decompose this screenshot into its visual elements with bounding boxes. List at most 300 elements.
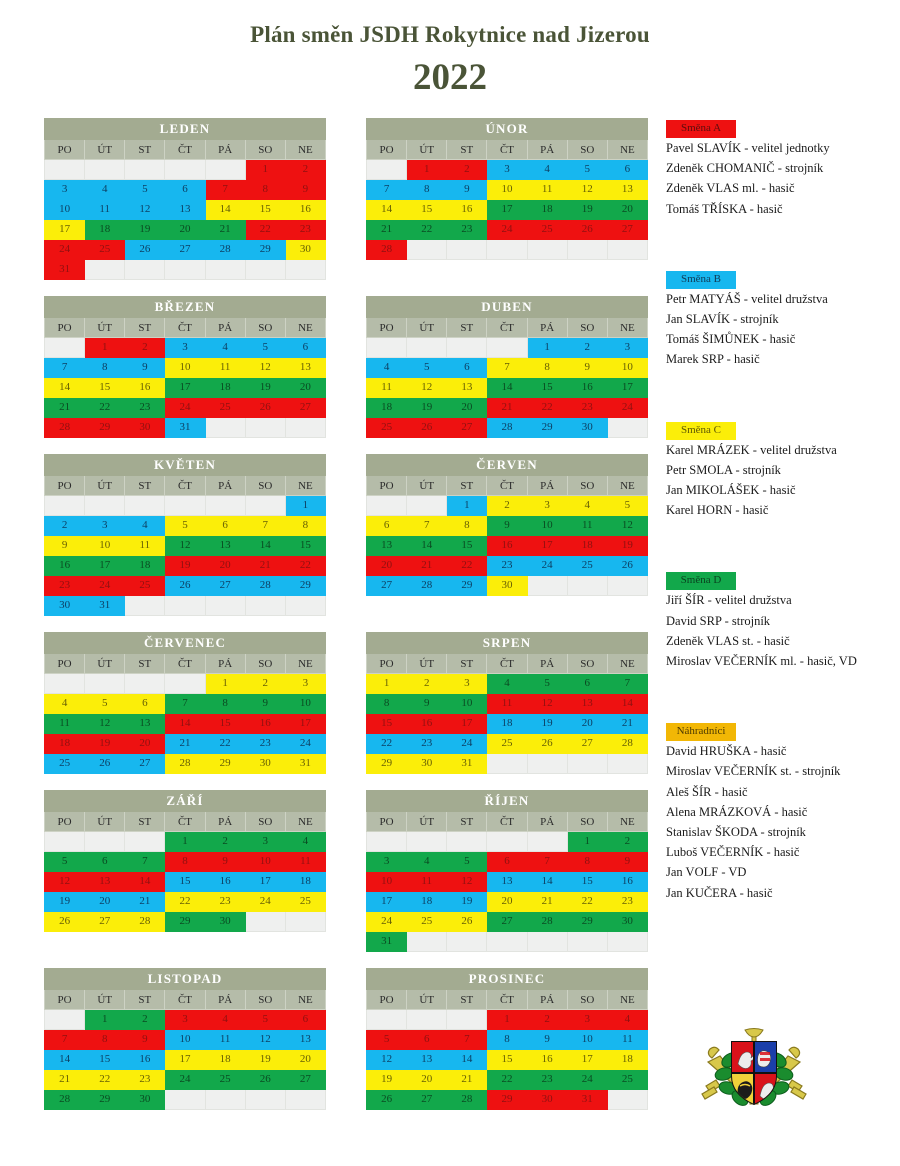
day-cell[interactable]: 31: [85, 596, 125, 616]
day-cell[interactable]: 20: [285, 1050, 325, 1070]
day-cell[interactable]: 24: [527, 556, 567, 576]
day-cell[interactable]: 12: [527, 694, 567, 714]
day-cell[interactable]: 2: [407, 674, 447, 694]
day-cell[interactable]: 26: [85, 754, 125, 774]
day-cell[interactable]: 19: [367, 1070, 407, 1090]
day-cell[interactable]: 9: [205, 852, 245, 872]
day-cell[interactable]: 25: [45, 754, 85, 774]
day-cell[interactable]: 17: [45, 220, 85, 240]
day-cell[interactable]: 12: [85, 714, 125, 734]
day-cell[interactable]: 23: [205, 892, 245, 912]
day-cell[interactable]: 16: [245, 714, 285, 734]
day-cell[interactable]: 21: [487, 398, 527, 418]
day-cell[interactable]: 20: [125, 734, 165, 754]
day-cell[interactable]: 14: [367, 200, 407, 220]
day-cell[interactable]: 15: [447, 536, 487, 556]
day-cell[interactable]: 21: [125, 892, 165, 912]
day-cell[interactable]: 9: [567, 358, 607, 378]
day-cell[interactable]: 7: [527, 852, 567, 872]
day-cell[interactable]: 11: [487, 694, 527, 714]
day-cell[interactable]: 4: [205, 1010, 245, 1030]
day-cell[interactable]: 24: [285, 734, 325, 754]
day-cell[interactable]: 26: [125, 240, 165, 260]
day-cell[interactable]: 28: [245, 576, 285, 596]
day-cell[interactable]: 3: [245, 832, 285, 852]
day-cell[interactable]: 2: [567, 338, 607, 358]
day-cell[interactable]: 14: [407, 536, 447, 556]
day-cell[interactable]: 11: [607, 1030, 647, 1050]
day-cell[interactable]: 29: [487, 1090, 527, 1110]
day-cell[interactable]: 29: [447, 576, 487, 596]
day-cell[interactable]: 20: [567, 714, 607, 734]
day-cell[interactable]: 17: [607, 378, 647, 398]
day-cell[interactable]: 3: [45, 180, 85, 200]
day-cell[interactable]: 26: [245, 1070, 285, 1090]
day-cell[interactable]: 25: [567, 556, 607, 576]
day-cell[interactable]: 1: [285, 496, 325, 516]
day-cell[interactable]: 17: [285, 714, 325, 734]
day-cell[interactable]: 25: [205, 1070, 245, 1090]
day-cell[interactable]: 24: [367, 912, 407, 932]
day-cell[interactable]: 3: [165, 338, 205, 358]
day-cell[interactable]: 2: [245, 674, 285, 694]
day-cell[interactable]: 25: [367, 418, 407, 438]
day-cell[interactable]: 24: [165, 1070, 205, 1090]
day-cell[interactable]: 1: [487, 1010, 527, 1030]
day-cell[interactable]: 12: [45, 872, 85, 892]
day-cell[interactable]: 7: [607, 674, 647, 694]
day-cell[interactable]: 3: [367, 852, 407, 872]
day-cell[interactable]: 31: [567, 1090, 607, 1110]
day-cell[interactable]: 10: [45, 200, 85, 220]
day-cell[interactable]: 31: [165, 418, 205, 438]
day-cell[interactable]: 10: [245, 852, 285, 872]
day-cell[interactable]: 1: [567, 832, 607, 852]
day-cell[interactable]: 19: [125, 220, 165, 240]
day-cell[interactable]: 19: [527, 714, 567, 734]
day-cell[interactable]: 21: [447, 1070, 487, 1090]
day-cell[interactable]: 29: [245, 240, 285, 260]
day-cell[interactable]: 7: [407, 516, 447, 536]
day-cell[interactable]: 23: [45, 576, 85, 596]
day-cell[interactable]: 9: [245, 694, 285, 714]
day-cell[interactable]: 12: [245, 358, 285, 378]
day-cell[interactable]: 28: [607, 734, 647, 754]
day-cell[interactable]: 4: [45, 694, 85, 714]
day-cell[interactable]: 5: [447, 852, 487, 872]
day-cell[interactable]: 15: [85, 1050, 125, 1070]
day-cell[interactable]: 30: [567, 418, 607, 438]
day-cell[interactable]: 11: [407, 872, 447, 892]
day-cell[interactable]: 10: [447, 694, 487, 714]
day-cell[interactable]: 3: [285, 674, 325, 694]
day-cell[interactable]: 8: [527, 358, 567, 378]
day-cell[interactable]: 11: [205, 1030, 245, 1050]
day-cell[interactable]: 5: [407, 358, 447, 378]
day-cell[interactable]: 7: [245, 516, 285, 536]
day-cell[interactable]: 1: [407, 160, 447, 180]
day-cell[interactable]: 3: [85, 516, 125, 536]
day-cell[interactable]: 15: [285, 536, 325, 556]
day-cell[interactable]: 30: [205, 912, 245, 932]
day-cell[interactable]: 17: [165, 1050, 205, 1070]
day-cell[interactable]: 13: [487, 872, 527, 892]
day-cell[interactable]: 12: [367, 1050, 407, 1070]
day-cell[interactable]: 4: [367, 358, 407, 378]
day-cell[interactable]: 9: [45, 536, 85, 556]
day-cell[interactable]: 4: [487, 674, 527, 694]
day-cell[interactable]: 18: [607, 1050, 647, 1070]
day-cell[interactable]: 4: [607, 1010, 647, 1030]
day-cell[interactable]: 10: [567, 1030, 607, 1050]
day-cell[interactable]: 24: [447, 734, 487, 754]
day-cell[interactable]: 5: [165, 516, 205, 536]
day-cell[interactable]: 19: [85, 734, 125, 754]
day-cell[interactable]: 22: [567, 892, 607, 912]
day-cell[interactable]: 31: [447, 754, 487, 774]
day-cell[interactable]: 14: [205, 200, 245, 220]
day-cell[interactable]: 31: [285, 754, 325, 774]
day-cell[interactable]: 28: [447, 1090, 487, 1110]
day-cell[interactable]: 10: [487, 180, 527, 200]
day-cell[interactable]: 15: [367, 714, 407, 734]
day-cell[interactable]: 26: [367, 1090, 407, 1110]
day-cell[interactable]: 12: [607, 516, 647, 536]
day-cell[interactable]: 6: [125, 694, 165, 714]
day-cell[interactable]: 4: [85, 180, 125, 200]
day-cell[interactable]: 5: [85, 694, 125, 714]
day-cell[interactable]: 17: [527, 536, 567, 556]
day-cell[interactable]: 26: [245, 398, 285, 418]
day-cell[interactable]: 9: [487, 516, 527, 536]
day-cell[interactable]: 27: [607, 220, 647, 240]
day-cell[interactable]: 31: [367, 932, 407, 952]
day-cell[interactable]: 3: [487, 160, 527, 180]
day-cell[interactable]: 26: [447, 912, 487, 932]
day-cell[interactable]: 13: [407, 1050, 447, 1070]
day-cell[interactable]: 10: [85, 536, 125, 556]
day-cell[interactable]: 7: [367, 180, 407, 200]
day-cell[interactable]: 12: [447, 872, 487, 892]
day-cell[interactable]: 2: [125, 338, 165, 358]
day-cell[interactable]: 22: [245, 220, 285, 240]
day-cell[interactable]: 28: [487, 418, 527, 438]
day-cell[interactable]: 14: [45, 1050, 85, 1070]
day-cell[interactable]: 28: [165, 754, 205, 774]
day-cell[interactable]: 11: [85, 200, 125, 220]
day-cell[interactable]: 19: [567, 200, 607, 220]
day-cell[interactable]: 28: [205, 240, 245, 260]
day-cell[interactable]: 29: [285, 576, 325, 596]
day-cell[interactable]: 11: [205, 358, 245, 378]
day-cell[interactable]: 7: [205, 180, 245, 200]
day-cell[interactable]: 7: [487, 358, 527, 378]
day-cell[interactable]: 20: [205, 556, 245, 576]
day-cell[interactable]: 3: [607, 338, 647, 358]
day-cell[interactable]: 18: [527, 200, 567, 220]
day-cell[interactable]: 23: [527, 1070, 567, 1090]
day-cell[interactable]: 29: [85, 418, 125, 438]
day-cell[interactable]: 7: [165, 694, 205, 714]
day-cell[interactable]: 21: [527, 892, 567, 912]
day-cell[interactable]: 8: [165, 852, 205, 872]
day-cell[interactable]: 5: [567, 160, 607, 180]
day-cell[interactable]: 8: [567, 852, 607, 872]
day-cell[interactable]: 14: [527, 872, 567, 892]
day-cell[interactable]: 6: [367, 516, 407, 536]
day-cell[interactable]: 18: [45, 734, 85, 754]
day-cell[interactable]: 24: [245, 892, 285, 912]
day-cell[interactable]: 25: [607, 1070, 647, 1090]
day-cell[interactable]: 13: [567, 694, 607, 714]
day-cell[interactable]: 27: [567, 734, 607, 754]
day-cell[interactable]: 23: [487, 556, 527, 576]
day-cell[interactable]: 15: [407, 200, 447, 220]
day-cell[interactable]: 3: [447, 674, 487, 694]
day-cell[interactable]: 5: [245, 1010, 285, 1030]
day-cell[interactable]: 8: [367, 694, 407, 714]
day-cell[interactable]: 27: [407, 1090, 447, 1110]
day-cell[interactable]: 25: [205, 398, 245, 418]
day-cell[interactable]: 6: [487, 852, 527, 872]
day-cell[interactable]: 22: [205, 734, 245, 754]
day-cell[interactable]: 24: [607, 398, 647, 418]
day-cell[interactable]: 22: [165, 892, 205, 912]
day-cell[interactable]: 25: [487, 734, 527, 754]
day-cell[interactable]: 28: [125, 912, 165, 932]
day-cell[interactable]: 26: [527, 734, 567, 754]
day-cell[interactable]: 16: [607, 872, 647, 892]
day-cell[interactable]: 30: [125, 418, 165, 438]
day-cell[interactable]: 6: [607, 160, 647, 180]
day-cell[interactable]: 22: [85, 398, 125, 418]
day-cell[interactable]: 24: [567, 1070, 607, 1090]
day-cell[interactable]: 11: [367, 378, 407, 398]
day-cell[interactable]: 22: [487, 1070, 527, 1090]
day-cell[interactable]: 22: [407, 220, 447, 240]
day-cell[interactable]: 27: [285, 1070, 325, 1090]
day-cell[interactable]: 29: [205, 754, 245, 774]
day-cell[interactable]: 23: [125, 1070, 165, 1090]
day-cell[interactable]: 16: [45, 556, 85, 576]
day-cell[interactable]: 5: [45, 852, 85, 872]
day-cell[interactable]: 19: [447, 892, 487, 912]
day-cell[interactable]: 9: [607, 852, 647, 872]
day-cell[interactable]: 23: [407, 734, 447, 754]
day-cell[interactable]: 12: [165, 536, 205, 556]
day-cell[interactable]: 2: [285, 160, 325, 180]
day-cell[interactable]: 22: [527, 398, 567, 418]
day-cell[interactable]: 28: [407, 576, 447, 596]
day-cell[interactable]: 25: [527, 220, 567, 240]
day-cell[interactable]: 5: [607, 496, 647, 516]
day-cell[interactable]: 27: [125, 754, 165, 774]
day-cell[interactable]: 11: [45, 714, 85, 734]
day-cell[interactable]: 28: [367, 240, 407, 260]
day-cell[interactable]: 21: [45, 398, 85, 418]
day-cell[interactable]: 29: [367, 754, 407, 774]
day-cell[interactable]: 12: [407, 378, 447, 398]
day-cell[interactable]: 30: [407, 754, 447, 774]
day-cell[interactable]: 11: [527, 180, 567, 200]
day-cell[interactable]: 18: [487, 714, 527, 734]
day-cell[interactable]: 16: [125, 378, 165, 398]
day-cell[interactable]: 6: [285, 338, 325, 358]
day-cell[interactable]: 18: [205, 1050, 245, 1070]
day-cell[interactable]: 14: [45, 378, 85, 398]
day-cell[interactable]: 30: [45, 596, 85, 616]
day-cell[interactable]: 4: [205, 338, 245, 358]
day-cell[interactable]: 26: [567, 220, 607, 240]
day-cell[interactable]: 10: [285, 694, 325, 714]
day-cell[interactable]: 9: [407, 694, 447, 714]
day-cell[interactable]: 12: [125, 200, 165, 220]
day-cell[interactable]: 17: [567, 1050, 607, 1070]
day-cell[interactable]: 27: [367, 576, 407, 596]
day-cell[interactable]: 23: [607, 892, 647, 912]
day-cell[interactable]: 6: [285, 1010, 325, 1030]
day-cell[interactable]: 5: [125, 180, 165, 200]
day-cell[interactable]: 23: [285, 220, 325, 240]
day-cell[interactable]: 16: [567, 378, 607, 398]
day-cell[interactable]: 3: [165, 1010, 205, 1030]
day-cell[interactable]: 17: [85, 556, 125, 576]
day-cell[interactable]: 22: [285, 556, 325, 576]
day-cell[interactable]: 21: [205, 220, 245, 240]
day-cell[interactable]: 15: [245, 200, 285, 220]
day-cell[interactable]: 8: [447, 516, 487, 536]
day-cell[interactable]: 12: [567, 180, 607, 200]
day-cell[interactable]: 2: [125, 1010, 165, 1030]
day-cell[interactable]: 6: [205, 516, 245, 536]
day-cell[interactable]: 18: [367, 398, 407, 418]
day-cell[interactable]: 20: [447, 398, 487, 418]
day-cell[interactable]: 18: [407, 892, 447, 912]
day-cell[interactable]: 14: [447, 1050, 487, 1070]
day-cell[interactable]: 16: [125, 1050, 165, 1070]
day-cell[interactable]: 20: [607, 200, 647, 220]
day-cell[interactable]: 16: [407, 714, 447, 734]
day-cell[interactable]: 10: [165, 358, 205, 378]
day-cell[interactable]: 21: [245, 556, 285, 576]
day-cell[interactable]: 9: [125, 1030, 165, 1050]
day-cell[interactable]: 11: [125, 536, 165, 556]
day-cell[interactable]: 27: [447, 418, 487, 438]
day-cell[interactable]: 14: [165, 714, 205, 734]
day-cell[interactable]: 18: [285, 872, 325, 892]
day-cell[interactable]: 28: [527, 912, 567, 932]
day-cell[interactable]: 8: [285, 516, 325, 536]
day-cell[interactable]: 25: [407, 912, 447, 932]
day-cell[interactable]: 8: [205, 694, 245, 714]
day-cell[interactable]: 20: [487, 892, 527, 912]
day-cell[interactable]: 13: [285, 358, 325, 378]
day-cell[interactable]: 17: [165, 378, 205, 398]
day-cell[interactable]: 21: [45, 1070, 85, 1090]
day-cell[interactable]: 27: [165, 240, 205, 260]
day-cell[interactable]: 23: [447, 220, 487, 240]
day-cell[interactable]: 24: [85, 576, 125, 596]
day-cell[interactable]: 1: [85, 338, 125, 358]
day-cell[interactable]: 20: [165, 220, 205, 240]
day-cell[interactable]: 16: [285, 200, 325, 220]
day-cell[interactable]: 4: [407, 852, 447, 872]
day-cell[interactable]: 22: [447, 556, 487, 576]
day-cell[interactable]: 6: [567, 674, 607, 694]
day-cell[interactable]: 21: [407, 556, 447, 576]
day-cell[interactable]: 7: [45, 358, 85, 378]
day-cell[interactable]: 24: [165, 398, 205, 418]
day-cell[interactable]: 9: [285, 180, 325, 200]
day-cell[interactable]: 26: [165, 576, 205, 596]
day-cell[interactable]: 31: [45, 260, 85, 280]
day-cell[interactable]: 28: [45, 1090, 85, 1110]
day-cell[interactable]: 15: [205, 714, 245, 734]
day-cell[interactable]: 19: [407, 398, 447, 418]
day-cell[interactable]: 29: [165, 912, 205, 932]
day-cell[interactable]: 2: [447, 160, 487, 180]
day-cell[interactable]: 19: [45, 892, 85, 912]
day-cell[interactable]: 10: [607, 358, 647, 378]
day-cell[interactable]: 13: [85, 872, 125, 892]
day-cell[interactable]: 22: [367, 734, 407, 754]
day-cell[interactable]: 1: [527, 338, 567, 358]
day-cell[interactable]: 7: [125, 852, 165, 872]
day-cell[interactable]: 17: [367, 892, 407, 912]
day-cell[interactable]: 8: [85, 1030, 125, 1050]
day-cell[interactable]: 15: [165, 872, 205, 892]
day-cell[interactable]: 9: [527, 1030, 567, 1050]
day-cell[interactable]: 2: [205, 832, 245, 852]
day-cell[interactable]: 8: [85, 358, 125, 378]
day-cell[interactable]: 8: [245, 180, 285, 200]
day-cell[interactable]: 21: [607, 714, 647, 734]
day-cell[interactable]: 3: [567, 1010, 607, 1030]
day-cell[interactable]: 9: [447, 180, 487, 200]
day-cell[interactable]: 30: [125, 1090, 165, 1110]
day-cell[interactable]: 20: [407, 1070, 447, 1090]
day-cell[interactable]: 9: [125, 358, 165, 378]
day-cell[interactable]: 15: [85, 378, 125, 398]
day-cell[interactable]: 11: [567, 516, 607, 536]
day-cell[interactable]: 2: [527, 1010, 567, 1030]
day-cell[interactable]: 6: [407, 1030, 447, 1050]
day-cell[interactable]: 21: [165, 734, 205, 754]
day-cell[interactable]: 25: [125, 576, 165, 596]
day-cell[interactable]: 2: [487, 496, 527, 516]
day-cell[interactable]: 16: [487, 536, 527, 556]
day-cell[interactable]: 24: [487, 220, 527, 240]
day-cell[interactable]: 20: [85, 892, 125, 912]
day-cell[interactable]: 1: [245, 160, 285, 180]
day-cell[interactable]: 13: [367, 536, 407, 556]
day-cell[interactable]: 14: [607, 694, 647, 714]
day-cell[interactable]: 19: [607, 536, 647, 556]
day-cell[interactable]: 27: [487, 912, 527, 932]
day-cell[interactable]: 26: [45, 912, 85, 932]
day-cell[interactable]: 2: [607, 832, 647, 852]
day-cell[interactable]: 12: [245, 1030, 285, 1050]
day-cell[interactable]: 15: [487, 1050, 527, 1070]
day-cell[interactable]: 4: [125, 516, 165, 536]
day-cell[interactable]: 30: [245, 754, 285, 774]
day-cell[interactable]: 8: [487, 1030, 527, 1050]
day-cell[interactable]: 1: [205, 674, 245, 694]
day-cell[interactable]: 29: [527, 418, 567, 438]
day-cell[interactable]: 13: [125, 714, 165, 734]
day-cell[interactable]: 30: [285, 240, 325, 260]
day-cell[interactable]: 14: [487, 378, 527, 398]
